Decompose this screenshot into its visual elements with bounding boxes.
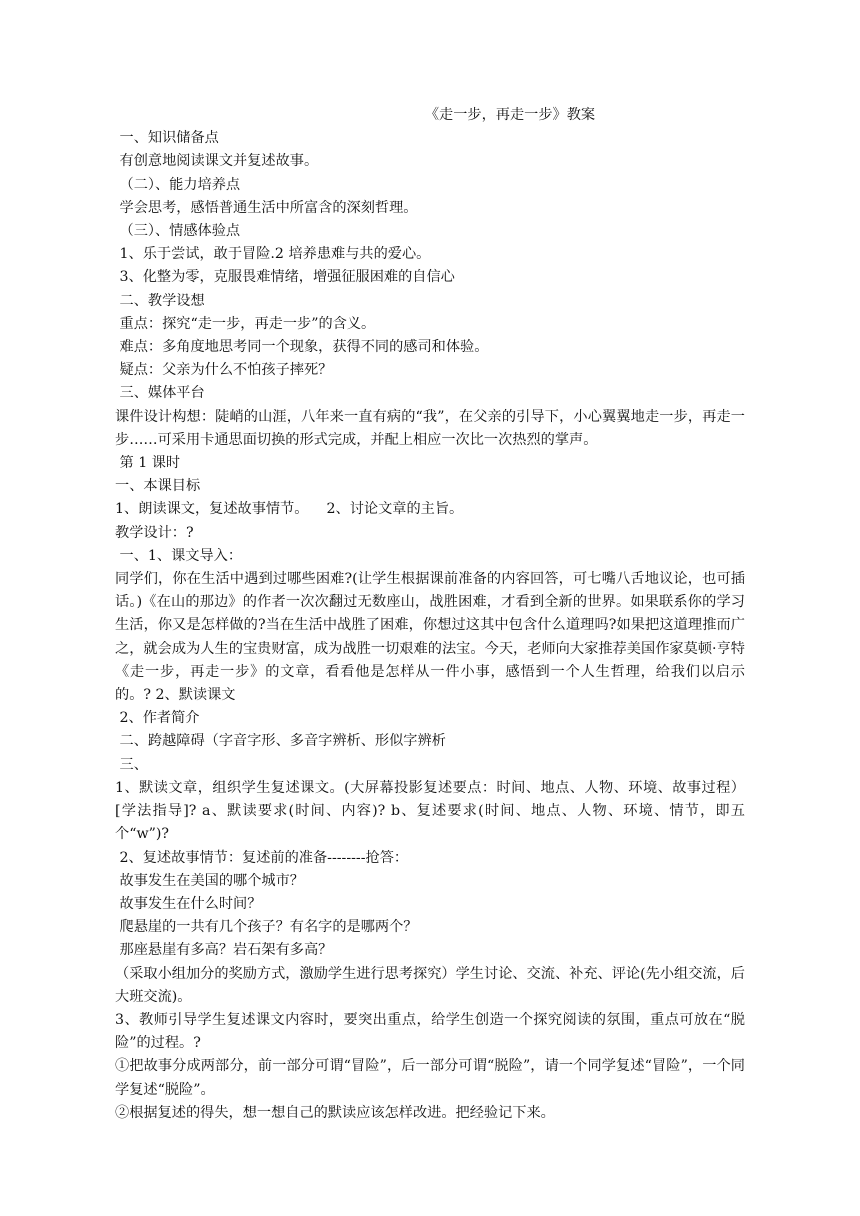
- document-page: [115, 104, 745, 1125]
- text-line: 疑点：父亲为什么不怕孩子摔死？: [115, 362, 333, 379]
- heading-media: 三、媒体平台: [115, 385, 205, 402]
- text-line: 有创意地阅读课文并复述故事。: [115, 153, 319, 170]
- heading-design: 二、教学设想: [115, 292, 205, 309]
- text-line: 重点：探究“走一步，再走一步”的含义。: [115, 315, 376, 332]
- heading-emotion: （三）、情感体验点: [115, 223, 241, 240]
- text-line: 3、化整为零，克服畏难情绪，增强征服困难的自信心: [115, 269, 455, 286]
- text-line: 2、作者简介: [115, 710, 200, 727]
- text-line: 难点：多角度地思考同一个现象，获得不同的感司和体验。: [115, 339, 489, 356]
- paragraph-step-1: ①把故事分成两部分，前一部分可谓“冒险”，后一部分可谓“脱险”，请一个同学复述“冒险”，一个同学复述“脱险”。: [115, 1058, 745, 1098]
- text-line: 1、乐于尝试，敢于冒险.2 培养患难与共的爱心。: [115, 246, 431, 263]
- paragraph-group: （采取小组加分的奖励方式，激励学生进行思考探究）学生讨论、交流、补充、评论(先小组交流，后大班交流)。: [115, 965, 745, 1005]
- text-line: 三、: [115, 756, 148, 773]
- text-line: 二、跨越障碍（字音字形、多音字辨析、形似字辨析: [115, 733, 446, 750]
- text-line: 2、复述故事情节：复述前的准备--------抢答：: [115, 849, 409, 866]
- heading-ability: （二）、能力培养点: [115, 176, 241, 193]
- question-line: 故事发生在什么时间？: [115, 895, 262, 912]
- question-line: 爬悬崖的一共有几个孩子？有名字的是哪两个？: [115, 919, 418, 936]
- paragraph-step-2: ②根据复述的得失，想一想自己的默读应该怎样改进。把经验记下来。: [115, 1104, 555, 1121]
- paragraph-intro: 同学们，你在生活中遇到过哪些困难?(让学生根据课前准备的内容回答，可七嘴八舌地议论，也可插话。)《在山的那边》的作者一次次翻过无数座山，战胜困难，才看到全新的世界。如果联系你的学习生活，你又是怎样做的?当在生活中战胜了困难，你想过这其中包含什么道理吗?如果把这道理推而广之，就会成为人生的宝贵财富，成为战胜一切艰难的法宝。今天，老师向大家推荐美国作家莫顿·亨特《走一步，再走一步》的文章，看看他是怎样从一件小事，感悟到一个人生哲理，给我们以启示的。? 2、默读课文: [115, 571, 745, 704]
- text-line: 1、朗读课文，复述故事情节。 2、讨论文章的主旨。: [115, 501, 464, 518]
- question-line: 那座悬崖有多高？岩石架有多高？: [115, 942, 333, 959]
- document-title: 《走一步，再走一步》教案: [424, 107, 596, 123]
- heading-knowledge: 一、知识储备点: [115, 130, 219, 147]
- heading-intro: 一、1、课文导入：: [115, 547, 243, 564]
- paragraph-media: 课件设计构想：陡峭的山涯，八年来一直有病的“我”，在父亲的引导下，小心翼翼地走一步，再走一步……可采用卡通思面切换的形式完成，并配上相应一次比一次热烈的掌声。: [115, 408, 745, 448]
- paragraph-teacher: 3、教师引导学生复述课文内容时，要突出重点，给学生创造一个探究阅读的氛围，重点可放在“脱险”的过程。?: [115, 1011, 745, 1052]
- heading-goals: 一、本课目标: [115, 478, 201, 495]
- question-line: 故事发生在美国的哪个城市？: [115, 872, 304, 889]
- paragraph-read: 1、默读文章，组织学生复述课文。(大屏幕投影复述要点：时间、地点、人物、环境、故事过程）[学法指导]? a、默读要求(时间、内容)? b、复述要求(时间、地点、人物、环境、情节，即五个“w”)?: [115, 779, 745, 843]
- text-line: 教学设计：?: [115, 524, 194, 541]
- text-line: 学会思考，感悟普通生活中所富含的深刻哲理。: [115, 199, 418, 216]
- lesson-label: 第 1 课时: [115, 455, 181, 472]
